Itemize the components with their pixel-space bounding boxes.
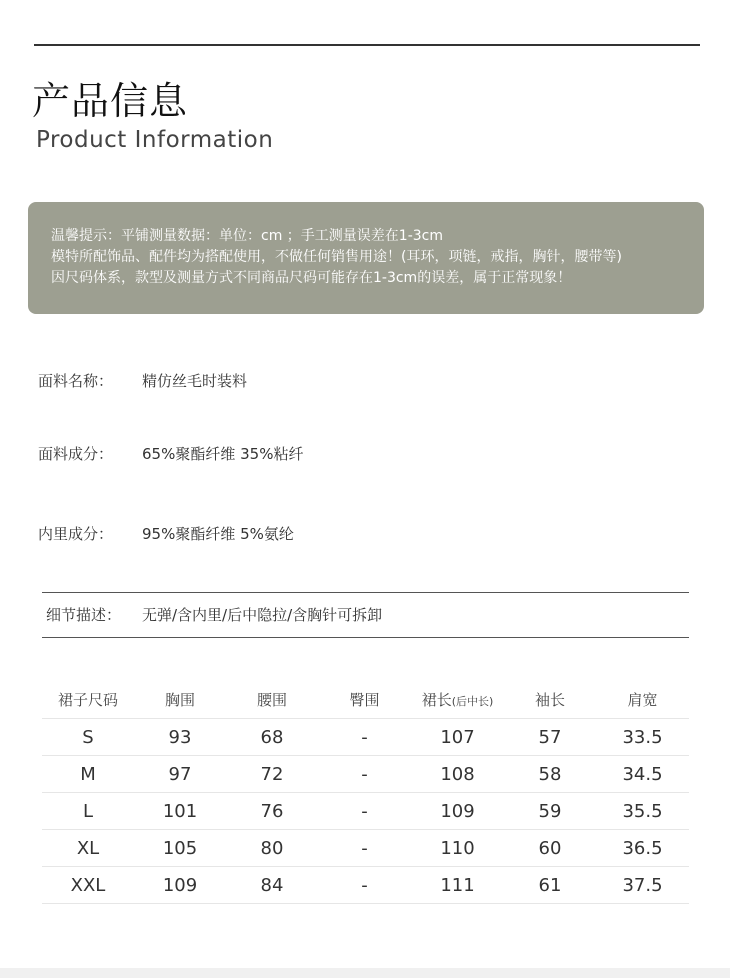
table-row	[42, 867, 689, 904]
cell-bust: 105	[134, 830, 226, 867]
cell-shoulder: 33.5	[596, 719, 689, 756]
cell-length: 110	[411, 830, 504, 867]
cell-hip: -	[318, 756, 411, 793]
header-shoulder: 肩宽	[627, 690, 658, 709]
notice-line: 温馨提示：平铺测量数据：单位：cm ；手工测量误差在1-3cm	[51, 228, 443, 244]
table-row	[42, 719, 689, 756]
page-title: 产品信息	[32, 79, 189, 123]
cell-waist: 80	[226, 830, 318, 867]
cell-waist: 68	[226, 719, 318, 756]
cell-sleeve: 57	[504, 719, 596, 756]
fabric-composition-row	[38, 443, 303, 464]
cell-length: 107	[411, 719, 504, 756]
notice-line: 因尺码体系，款型及测量方式不同商品尺码可能存在1-3cm的误差，属于正常现象！	[51, 270, 572, 286]
cell-waist: 72	[226, 756, 318, 793]
fabric-name-value: 精仿丝毛时装料	[142, 372, 248, 390]
detail-row	[46, 604, 382, 625]
page-subtitle: Product Information	[36, 127, 274, 153]
cell-size: XXL	[42, 867, 134, 904]
fabric-composition-value: 65%聚酯纤维 35%粘纤	[142, 445, 304, 463]
cell-shoulder: 37.5	[596, 867, 689, 904]
cell-size: L	[42, 793, 134, 830]
header-waist: 腰围	[256, 690, 287, 709]
cell-sleeve: 60	[504, 830, 596, 867]
cell-shoulder: 36.5	[596, 830, 689, 867]
header-sleeve: 袖长	[534, 690, 565, 709]
header-length-label: 裙长	[421, 690, 452, 709]
cell-bust: 101	[134, 793, 226, 830]
cell-hip: -	[318, 830, 411, 867]
cell-sleeve: 58	[504, 756, 596, 793]
detail-top-divider	[42, 592, 689, 593]
cell-size: XL	[42, 830, 134, 867]
table-row	[42, 830, 689, 867]
detail-bottom-divider	[42, 637, 689, 638]
header-bust: 胸围	[164, 690, 195, 709]
header-hip: 臀围	[349, 690, 380, 709]
cell-bust: 93	[134, 719, 226, 756]
cell-shoulder: 34.5	[596, 756, 689, 793]
header-length	[411, 680, 504, 719]
cell-waist: 84	[226, 867, 318, 904]
bottom-band	[0, 968, 730, 978]
cell-shoulder: 35.5	[596, 793, 689, 830]
cell-hip: -	[318, 719, 411, 756]
size-table	[42, 680, 689, 904]
notice-box	[28, 202, 704, 314]
cell-sleeve: 61	[504, 867, 596, 904]
table-row	[42, 793, 689, 830]
detail-value: 无弹/含内里/后中隐拉/含胸针可拆卸	[142, 606, 383, 624]
cell-waist: 76	[226, 793, 318, 830]
cell-length: 108	[411, 756, 504, 793]
size-table-header	[42, 680, 689, 719]
notice-line: 模特所配饰品、配件均为搭配使用，不做任何销售用途！(耳环，项链，戒指，胸针，腰带等)	[51, 249, 622, 265]
cell-bust: 109	[134, 867, 226, 904]
cell-hip: -	[318, 793, 411, 830]
fabric-name-label: 面料名称：	[38, 372, 114, 390]
lining-composition-label: 内里成分：	[38, 525, 114, 543]
cell-length: 109	[411, 793, 504, 830]
cell-size: S	[42, 719, 134, 756]
cell-sleeve: 59	[504, 793, 596, 830]
lining-composition-row	[38, 523, 294, 544]
header-size: 裙子尺码	[57, 690, 118, 709]
fabric-name-row	[38, 370, 247, 391]
detail-label: 细节描述：	[46, 606, 122, 624]
header-length-note: (后中长)	[451, 694, 494, 708]
cell-length: 111	[411, 867, 504, 904]
cell-size: M	[42, 756, 134, 793]
lining-composition-value: 95%聚酯纤维 5%氨纶	[142, 525, 294, 543]
fabric-composition-label: 面料成分：	[38, 445, 114, 463]
cell-bust: 97	[134, 756, 226, 793]
cell-hip: -	[318, 867, 411, 904]
top-divider	[34, 44, 700, 46]
table-row	[42, 756, 689, 793]
